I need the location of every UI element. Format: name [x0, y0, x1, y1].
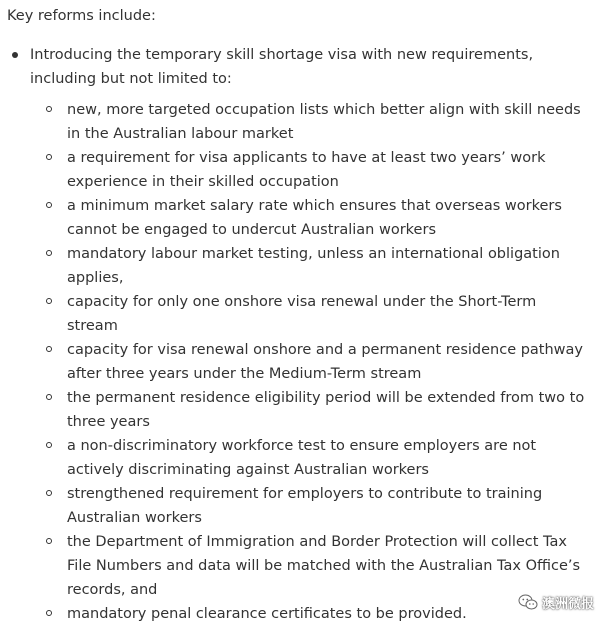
reform-list-item [7, 43, 601, 626]
requirement-list [30, 98, 601, 626]
requirement-item: the Department of Immigration and Border Protection will collect Tax File Numbers and data will be matched with the Australian Tax Office’s records, and [30, 530, 601, 602]
watermark-text: 澳洲微报 [541, 597, 594, 612]
requirement-item: a minimum market salary rate which ensures that overseas workers cannot be engaged to undercut Australian workers [30, 194, 601, 242]
reform-list [7, 43, 601, 626]
wechat-chat-bubbles-icon [518, 594, 538, 611]
reform-item-text: Introducing the temporary skill shortage visa with new requirements, including but not limited to: [30, 47, 534, 87]
intro-text: Key reforms include: [7, 8, 156, 24]
requirement-item: the permanent residence eligibility period will be extended from two to three years [30, 386, 601, 434]
requirement-item: capacity for only one onshore visa renewal under the Short-Term stream [30, 290, 601, 338]
requirement-item: new, more targeted occupation lists which better align with skill needs in the Australian labour market [30, 98, 601, 146]
watermark [518, 593, 594, 612]
requirement-item: capacity for visa renewal onshore and a permanent residence pathway after three years under the Medium-Term stream [30, 338, 601, 386]
requirement-item: mandatory labour market testing, unless an international obligation applies, [30, 242, 601, 290]
requirement-item: mandatory penal clearance certificates to be provided. [30, 602, 601, 626]
document-body [7, 0, 601, 626]
requirement-item: a requirement for visa applicants to have at least two years’ work experience in their skilled occupation [30, 146, 601, 194]
requirement-item: strengthened requirement for employers to contribute to training Australian workers [30, 482, 601, 530]
requirement-item: a non-discriminatory workforce test to ensure employers are not actively discriminating against Australian workers [30, 434, 601, 482]
